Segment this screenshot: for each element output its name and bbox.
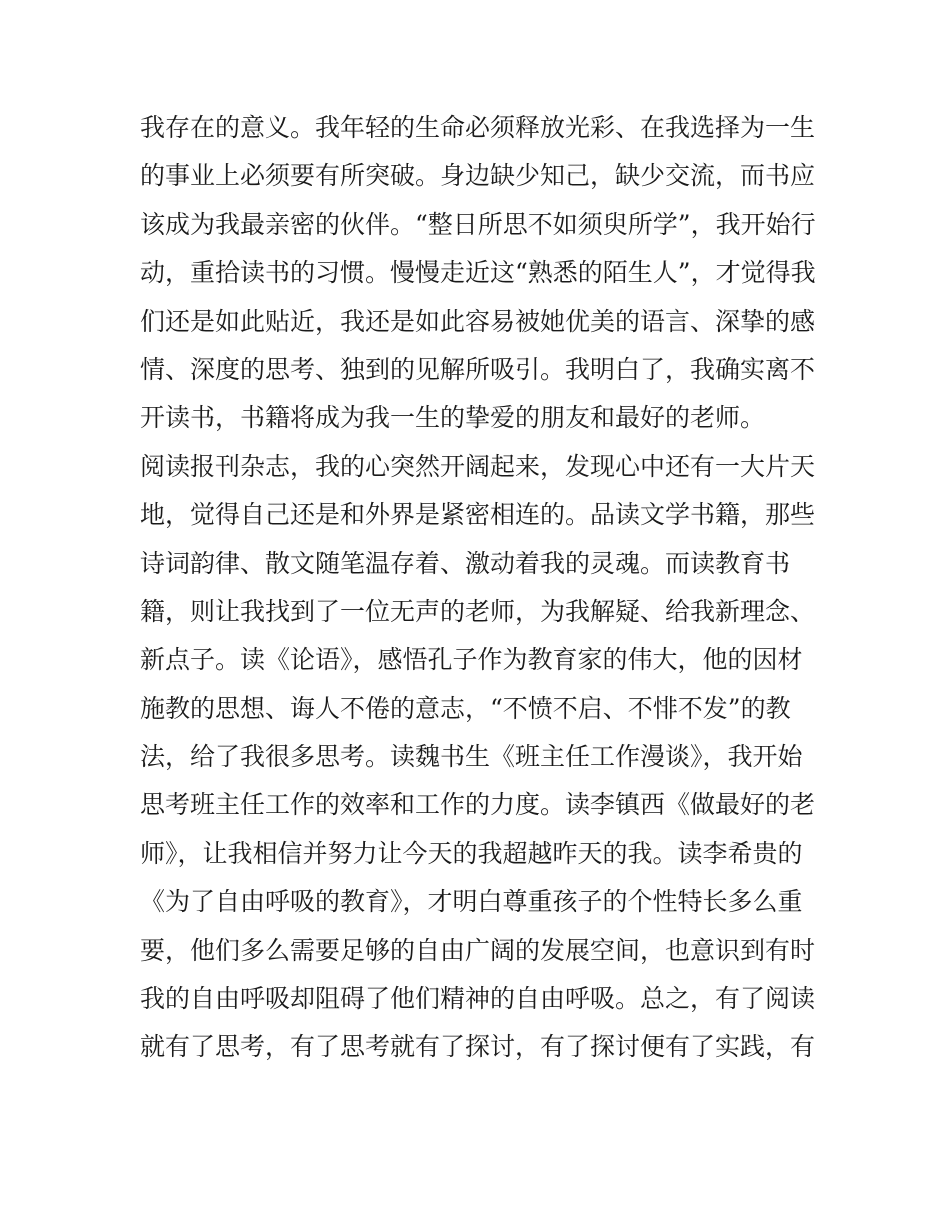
text-line: 阅读报刊杂志，我的心突然开阔起来，发现心中还有一大片天 <box>140 451 816 481</box>
text-line: 情、深度的思考、独到的见解所吸引。我明白了，我确实离不 <box>140 354 816 384</box>
text-line: 籍，则让我找到了一位无声的老师，为我解疑、给我新理念、 <box>140 596 816 626</box>
text-line: 思考班主任工作的效率和工作的力度。读李镇西《做最好的老 <box>140 790 816 820</box>
text-line: 《为了自由呼吸的教育》，才明白尊重孩子的个性特长多么重 <box>140 887 803 917</box>
text-line: 施教的思想、诲人不倦的意志，“不愤不启、不悱不发”的教 <box>140 693 791 723</box>
text-line: 开读书，书籍将成为我一生的挚爱的朋友和最好的老师。 <box>140 403 766 433</box>
text-line: 我的自由呼吸却阻碍了他们精神的自由呼吸。总之，有了阅读 <box>140 984 816 1014</box>
text-line: 动，重拾读书的习惯。慢慢走近这“熟悉的陌生人”，才觉得我 <box>140 258 816 288</box>
text-line: 地，觉得自己还是和外界是紧密相连的。品读文学书籍，那些 <box>140 500 816 530</box>
text-line: 我存在的意义。我年轻的生命必须释放光彩、在我选择为一生 <box>140 113 816 142</box>
body-text <box>140 104 820 1072</box>
text-line: 们还是如此贴近，我还是如此容易被她优美的语言、深挚的感 <box>140 306 816 336</box>
text-line: 要，他们多么需要足够的自由广阔的发展空间，也意识到有时 <box>140 935 816 965</box>
text-line: 该成为我最亲密的伙伴。“整日所思不如须臾所学”，我开始行 <box>140 209 816 239</box>
text-line: 法，给了我很多思考。读魏书生《班主任工作漫谈》，我开始 <box>140 742 803 772</box>
text-line: 的事业上必须要有所突破。身边缺少知己，缺少交流，而书应 <box>140 161 816 191</box>
text-line: 就有了思考，有了思考就有了探讨，有了探讨便有了实践，有 <box>140 1032 816 1062</box>
text-line: 师》，让我相信并努力让今天的我超越昨天的我。读李希贵的 <box>140 838 803 868</box>
text-line: 新点子。读《论语》，感悟孔子作为教育家的伟大，他的因材 <box>140 645 803 675</box>
text-line: 诗词韵律、散文随笔温存着、激动着我的灵魂。而读教育书 <box>140 548 791 578</box>
